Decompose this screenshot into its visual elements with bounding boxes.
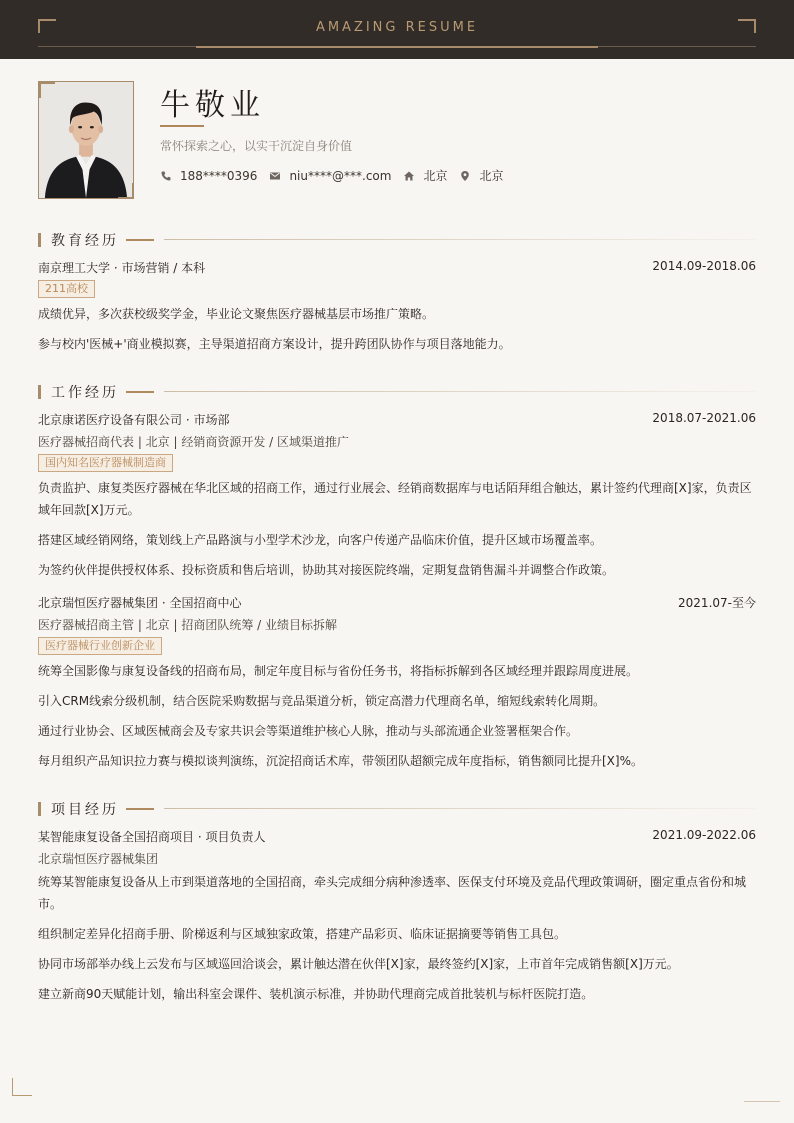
section-education <box>38 231 756 249</box>
section-accent-line <box>126 808 154 810</box>
education-bullet: 参与校内'医械+'商业模拟赛，主导渠道招商方案设计，提升跨团队协作与项目落地能力。 <box>38 337 511 351</box>
project-bullet: 建立新商90天赋能计划，输出科室会课件、装机演示标准，并协助代理商完成首批装机与标杆医院打造。 <box>38 987 594 1001</box>
job-date: 2018.07-2021.06 <box>652 411 756 425</box>
section-title: 项目经历 <box>51 802 119 818</box>
project-bullet: 组织制定差异化招商手册、阶梯返利与区域独家政策，搭建产品彩页、临床证据摘要等销售工具包。 <box>38 927 567 941</box>
candidate-name: 牛敬业 <box>160 88 265 123</box>
contact-home <box>403 167 447 184</box>
job-bullet: 负责监护、康复类医疗器械在华北区域的招商工作，通过行业展会、经销商数据库与电话陌拜组合触达，累计签约代理商[X]家，负责区域年回款[X]万元。 <box>38 481 752 517</box>
project-bullet: 协同市场部举办线上云发布与区域巡回洽谈会，累计触达潜在伙伴[X]家，最终签约[X]家，上市首年完成销售额[X]万元。 <box>38 957 679 971</box>
section-marker <box>38 385 41 399</box>
home-icon <box>403 170 415 182</box>
job-bullet: 为签约伙伴提供授权体系、投标资质和售后培训，协助其对接医院终端，定期复盘销售漏斗并调整合作政策。 <box>38 563 615 577</box>
banner-title: AMAZING RESUME <box>315 20 479 35</box>
section-work <box>38 383 756 401</box>
job-bullet: 每月组织产品知识拉力赛与模拟谈判演练，沉淀招商话术库，带领团队超额完成年度指标，销售额同比提升[X]%。 <box>38 754 643 768</box>
portrait-image <box>39 82 133 198</box>
contact-location-text: 北京 <box>479 169 504 183</box>
section-title: 工作经历 <box>51 385 119 401</box>
job-bullet: 统筹全国影像与康复设备线的招商布局，制定年度目标与省份任务书，将指标拆解到各区域经理并跟踪周度进展。 <box>38 664 639 678</box>
education-school: 南京理工大学 · 市场营销 / 本科 <box>38 261 206 275</box>
contact-list <box>160 167 515 184</box>
job-tag: 医疗器械行业创新企业 <box>38 637 162 655</box>
job-company: 北京瑞恒医疗器械集团 · 全国招商中心 <box>38 596 242 610</box>
candidate-motto: 常怀探索之心，以实干沉淀自身价值 <box>160 139 353 153</box>
job-bullet: 引入CRM线索分级机制，结合医院采购数据与竞品渠道分析，锁定高潜力代理商名单，缩短线索转化周期。 <box>38 694 606 708</box>
header-band <box>0 0 794 59</box>
education-bullet: 成绩优异，多次获校级奖学金，毕业论文聚焦医疗器械基层市场推广策略。 <box>38 307 435 321</box>
footer-corner <box>12 1078 32 1096</box>
job-bullet: 通过行业协会、区域医械商会及专家共识会等渠道维护核心人脉，推动与头部流通企业签署框架合作。 <box>38 724 579 738</box>
project-name: 某智能康复设备全国招商项目 · 项目负责人 <box>38 830 266 844</box>
contact-home-text: 北京 <box>423 169 448 183</box>
project-org: 北京瑞恒医疗器械集团 <box>38 852 159 866</box>
phone-icon <box>160 170 172 182</box>
job-bullet: 搭建区域经销网络，策划线上产品路演与小型学术沙龙，向客户传递产品临床价值，提升区域市场覆盖率。 <box>38 533 603 547</box>
job-date: 2021.07-至今 <box>678 596 756 610</box>
project-bullet: 统筹某智能康复设备从上市到渠道落地的全国招商，牵头完成细分病种渗透率、医保支付环境及竞品代理政策调研，圈定重点省份和城市。 <box>38 875 747 911</box>
job-role: 医疗器械招商代表 | 北京 | 经销商资源开发 / 区域渠道推广 <box>38 435 350 449</box>
section-projects <box>38 800 756 818</box>
profile-photo <box>38 81 134 199</box>
contact-phone-text: 188****0396 <box>180 168 258 183</box>
location-pin-icon <box>459 170 471 182</box>
banner-accent-line <box>196 46 598 48</box>
project-date: 2021.09-2022.06 <box>652 828 756 842</box>
section-divider <box>164 239 756 240</box>
section-divider <box>164 808 756 809</box>
contact-location <box>459 167 503 184</box>
section-accent-line <box>126 391 154 393</box>
section-divider <box>164 391 756 392</box>
contact-phone[interactable] <box>160 169 257 183</box>
section-marker <box>38 233 41 247</box>
mail-icon <box>269 170 281 182</box>
contact-email[interactable] <box>269 169 391 183</box>
section-title: 教育经历 <box>51 233 119 249</box>
education-date: 2014.09-2018.06 <box>652 259 756 273</box>
section-marker <box>38 802 41 816</box>
job-company: 北京康诺医疗设备有限公司 · 市场部 <box>38 413 230 427</box>
job-role: 医疗器械招商主管 | 北京 | 招商团队统筹 / 业绩目标拆解 <box>38 618 338 632</box>
footer-rule <box>744 1101 780 1102</box>
name-underline <box>160 125 204 127</box>
job-tag: 国内知名医疗器械制造商 <box>38 454 173 472</box>
section-accent-line <box>126 239 154 241</box>
education-tag: 211高校 <box>38 280 95 298</box>
contact-email-text: niu****@***.com <box>289 168 392 183</box>
